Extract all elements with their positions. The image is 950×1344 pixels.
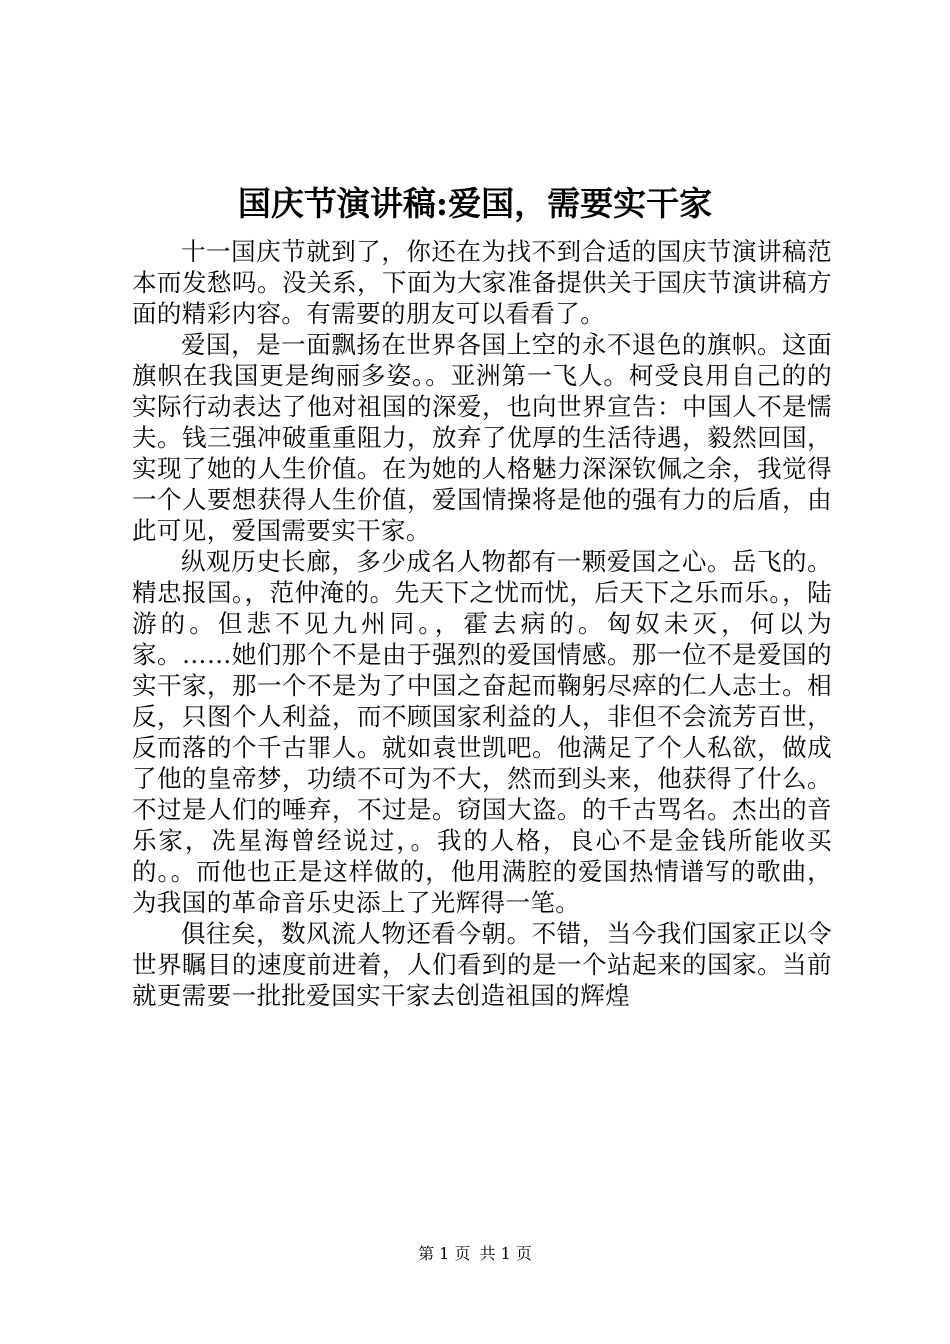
- page-title: 国庆节演讲稿:爱国，需要实干家: [237, 184, 713, 223]
- page-number: 第 1 页: [418, 1244, 471, 1263]
- paragraph-4: 俱往矣，数风流人物还看今朝。不错，当今我们国家正以令世界瞩目的速度前进着，人们看到的是一个站起来的国家。当前就更需要一批批爱国实干家去创造祖国的辉煌: [132, 919, 832, 1010]
- paragraph-2: 爱国，是一面飘扬在世界各国上空的永不退色的旗帜。这面旗帜在我国更是绚丽多姿。。亚洲第一飞人。柯受良用自己的的实际行动表达了他对祖国的深爱，也向世界宣告：中国人不是懦夫。钱三强冲破重重阻力，放弃了优厚的生活待遇，毅然回国，实现了她的人生价值。在为她的人格魅力深深钦佩之余，我觉得一个人要想获得人生价值，爱国情操将是他的强有力的后盾，由此可见，爱国需要实干家。: [132, 330, 832, 545]
- paragraph-1: 十一国庆节就到了，你还在为找不到合适的国庆节演讲稿范本而发愁吗。没关系，下面为大家准备提供关于国庆节演讲稿方面的精彩内容。有需要的朋友可以看看了。: [132, 237, 832, 328]
- page-footer: [0, 1244, 950, 1264]
- document-body: [132, 236, 832, 1011]
- page-total: 共 1 页: [479, 1244, 532, 1263]
- paragraph-3: 纵观历史长廊，多少成名人物都有一颗爱国之心。岳飞的。精忠报国。，范仲淹的。先天下之忧而忧，后天下之乐而乐。，陆游的。但悲不见九州同。，霍去病的。匈奴未灭，何以为家。……她们那个不是由于强烈的爱国情感。那一位不是爱国的实干家，那一个不是为了中国之奋起而鞠躬尽瘁的仁人志士。相反，只图个人利益，而不顾国家利益的人，非但不会流芳百世，反而落的个千古罪人。就如袁世凯吧。他满足了个人私欲，做成了他的皇帝梦，功绩不可为不大，然而到头来，他获得了什么。不过是人们的唾弃，不过是。窃国大盗。的千古骂名。杰出的音乐家，冼星海曾经说过，。我的人格，良心不是金钱所能收买的。。而他也正是这样做的，他用满腔的爱国热情谱写的歌曲，为我国的革命音乐史添上了光辉得一笔。: [132, 547, 832, 917]
